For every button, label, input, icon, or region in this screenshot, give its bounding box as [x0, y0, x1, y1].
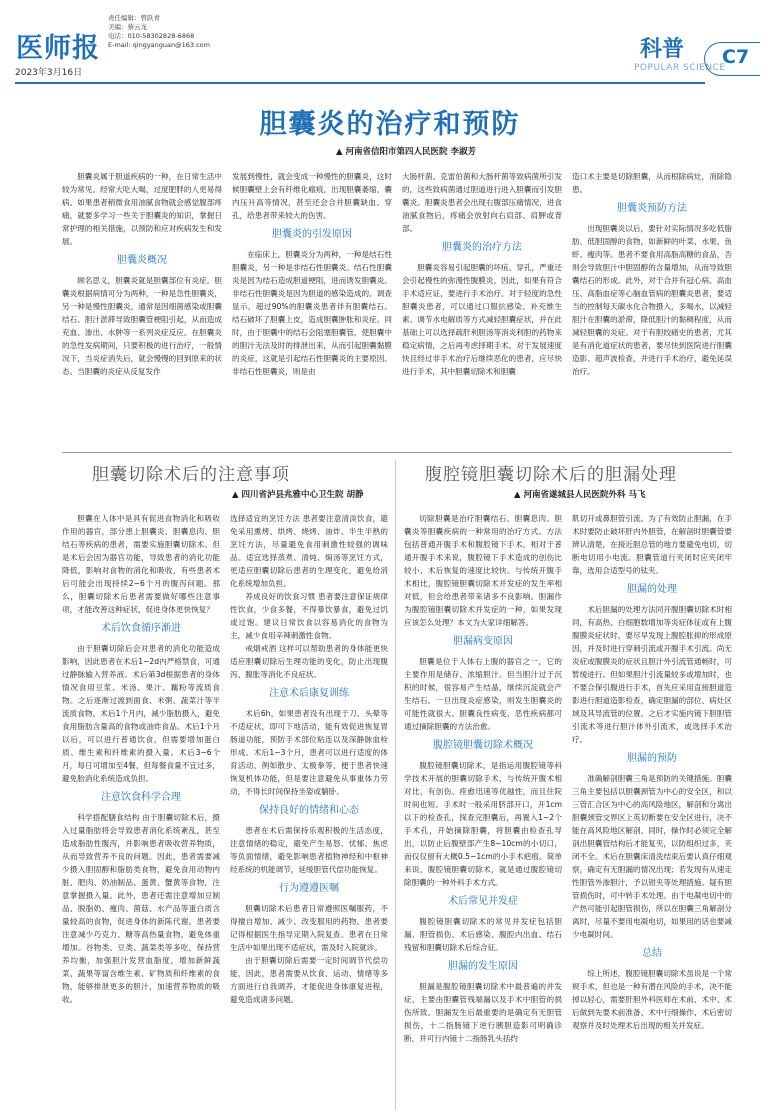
paragraph: 胆囊是位于人体右上腹的器官之一，它的主要作用是储存、浓缩胆汁。但当胆汁过于沉积的时候，很容易产生结晶，继续沉淀就会产生结石。一旦出现炎症感染，则发生胆囊炎的可能性就很大。胆囊良性病变、恶性疾病都可通过摘除胆囊的方法治愈。: [404, 657, 562, 731]
editor-line: E-mail: qingyanguan@163.com: [108, 41, 210, 49]
paragraph: 由于胆囊切除后需要一定时间调节代偿功能，因此，患者需要从饮食、运动、情绪等多方面进行自我调养，才能促进身体康复进程，避免造成诸多问题。: [230, 956, 388, 1004]
paragraph: 腹腔镜胆囊切除术的常见并发症包括胆漏、胆管损伤、术后感染、腹腔内出血、结石残留和胆囊切除术后综合征。: [404, 917, 562, 952]
article1-column-3: [402, 170, 562, 452]
editor-line: 责任编辑：曾跃青: [108, 14, 160, 22]
paragraph: 发展到慢性，就会变成一种慢性的胆囊炎，这时候胆囊壁上会有纤维化瘢痕，出现胆囊萎缩，囊内压升高等情况，甚至还会合并胆囊缺血、穿孔，给患者带来较大的伤害。: [232, 172, 392, 220]
subheading: 注意饮食科学合理: [101, 792, 181, 803]
paragraph: 胆囊炎属于胆道疾病的一种，在日常生活中较为常见。经常大吃大喝，过度肥胖的人更易得病。如果患者稍微食用油腻食物就会感觉腹部疼痛，就要多学习一些关于胆囊炎的知识，掌握日常护理的相关措施，以预防和应对疾病发生和发展。: [62, 172, 222, 246]
page-number: C7: [722, 46, 750, 68]
paragraph: 胆囊在人体中是具有促进食物消化和吸收作用的器官，部分患上胆囊炎、胆囊息肉、胆结石等疾病的患者，需要实施胆囊切除术。但是术后会因为器官功能，导致患者的消化功能降低，影响对食物的消化和吸收，有些患者术后可能会出现持续2~6个月的腹泻问题。那么，胆囊切除术后患者需要做好哪些注意事项，才能改善这种症状，促进身体更快恢复？: [62, 514, 220, 614]
paragraph: 出现胆囊炎以后，要针对实际情况多吃低脂肪、低胆固醇的食物，如新鲜的叶菜、水果、鱼虾、瘦肉等。患者不要食用高脂高糖的食品，否则会导致胆汁中胆固醇的含量增加，从而导致胆囊结石的形成。此外，对于合并有冠心病、高血压、高脂血症等心脑血管病的胆囊炎患者，要适当的控制每天碳水化合物摄入，多喝水，以减轻胆汁在胆囊的淤滞，降低胆汁的黏稠程度，从而减轻胆囊的炎症。对于有胆绞痛史的患者，尤其是有消化道症状的患者，要尽快到医院进行胆囊造影、超声波检查，并进行手术治疗，避免延误治疗。: [572, 224, 732, 376]
paragraph: 科学搭配膳食结构 由于胆囊切除术后，摄入过量脂肪将会导致患者消化系统紊乱，甚至造成脂肪性腹泻，并影响患者吸收营养物质，从而导致营养不良的问题。因此，患者需要减少摄入胆固醇和脂肪类食物，避免食用动物内脏、肥肉、奶油制品、蛋黄、蟹黄等食物，注意掌握摄入量。此外，患者还需注意增加豆制品、脱脂奶、瘦肉、菌菇、水产品等蛋白质含量较高的食物，促进身体的新陈代谢。患者要注意减少巧克力、糖等高热量食物，避免体重增加。谷物类、豆类、蔬菜类等多吃，保持营养均衡，加强胆汁发营血脂度，增加新鲜蔬菜、蔬果等富含维生素、矿物质和纤维素的食物，能够排泄更多的胆汁，加速营养物质的吸收。: [62, 813, 220, 1004]
subheading: 注意术后康复训练: [269, 688, 349, 699]
article1-column-1: [62, 170, 222, 452]
paragraph: 综上所述，腹腔镜胆囊切除术虽说是一个常规手术，但也是一种有潜在风险的手术，决不能掉以轻心，需要肝胆外科医师在术前、术中、术后做到先要术前准备、术中行细操作、术后密切观察并及时处理术后出现的相关并发症。: [572, 969, 732, 1030]
article2-title: 胆囊切除术后的注意事项: [92, 465, 290, 485]
paragraph: 由于胆囊切除后会对患者的消化功能造成影响，因此患者在术后1~2d内严格禁食，可通过静脉输入营养液。术后第3d根据患者的身体情况食用豆浆、米汤、果汁、藕粉等流质食物。之后逐渐过渡到面食、米粥、蔬菜汁等半流质食物。术后1个月内，减少脂肪摄入，避免食用脂肪含量高的食物或油炸食品。术后1个月以后，可以进行普通饮食，但需要增加蛋白质、维生素和纤维素的摄入量。术后3~6个月，每日可增加至4餐，但每餐食量不宜过多，避免胎消化系统造成负担。: [62, 644, 220, 783]
subheading: 保持良好的情绪和心态: [259, 805, 359, 816]
paragraph: 在临床上，胆囊炎分为两种，一种是结石性胆囊炎，另一种是非结石性胆囊炎。结石性胆囊炎是因为结石造成胆道梗阻，进而诱发胆囊炎。非结石性胆囊炎是因为胆道的感染造成的。调查显示，超过90%的胆囊炎患者伴有胆囊结石。结石破坏了胆囊上皮，造成胆囊肿胀和炎症。同时，由于胆囊中的结石会阻塞胆囊管，使胆囊中的胆汁无法及时的排泄出来，从而引起胆囊黏膜的炎症，这就是引起结石性胆囊炎的主要原因。非结石性胆囊炎，则是由: [232, 250, 392, 376]
article3-column-1: [404, 512, 562, 1112]
page-header: [0, 0, 780, 82]
article3-column-2: [572, 512, 732, 1112]
article1-title: 胆囊炎的治疗和预防: [259, 109, 521, 140]
paragraph: 顾名思义，胆囊炎就是胆囊部位有炎症。胆囊炎根据病情可分为两种，一种是急性胆囊炎，另一种是慢性胆囊炎，通常是因细菌感染或胆囊结石、胆汁淤滞导致胆囊管梗阻引起，从而造成充血、渗出、水肿等一系列炎症反应。在胆囊炎的急性发病期间，只要积极的进行治疗，一般情况下，当炎症消失后，就会慢慢的回到原来的状态。当胆囊的炎症从反复发作: [62, 276, 222, 376]
article1-column-2: [232, 170, 392, 452]
section-subtitle: POPULAR SCIENCE: [634, 63, 726, 73]
paragraph: 大肠杆菌、克雷伯菌和大肠杆菌等致病菌所引发的，这些致病菌通过胆道进行进入胆囊而引发胆囊炎。胆囊炎患者会出现右腹部压痛情况，进食油腻食物后，疼痛会放射向右肩部、肩胛或背部。: [402, 172, 562, 233]
editor-line: 美编：蔡云龙: [108, 23, 147, 31]
editor-line: 电话：010-58302828-6868: [108, 32, 195, 40]
paragraph: 选择适宜的烹饪方法 患者要注意清淡饮食，避免采用熏烤、烘烤、烧烤、油炸、半生半熟的烹饪方法，尽量避免食用刺激性较强的调味品。适宜选择蒸煮、清炖、焖汤等烹饪方式，更适应胆囊切除后患者的生理变化，避免给消化系统增加负担。: [230, 514, 388, 588]
subheading: 胆囊炎的引发原因: [272, 229, 352, 240]
subheading: 术后常见并发症: [448, 896, 518, 907]
paragraph: 养成良好的饮食习惯 患者要注意保证规律性饮食，少食多餐，不得暴饮暴食，避免过饥或过饱。建议日常饮食以容易消化的食物为主，减少食用辛辣刺激性食物。: [230, 592, 388, 640]
article2-column-1: [62, 512, 220, 1112]
subheading: 胆漏的处理: [627, 584, 677, 595]
section-divider: [62, 452, 732, 453]
paragraph: 胆囊切除术后患者日常遵照医嘱服药，不得擅自增加、减少、改变服用的药物。患者要记得根据医生指导定期入院复查。患者在日常生活中如果出现不适症状，需及时入院就诊。: [230, 904, 388, 952]
article3-title: 腹腔镜胆囊切除术后的胆漏处理: [425, 465, 677, 485]
editor-info: [108, 14, 210, 50]
column-divider: [395, 460, 396, 1110]
paragraph: 术后6h，如果患者没有出现于刀、头晕等不适症状，即可下地活动，能有效促进恢复胃肠道功能，预防手术部位粘连以及深静脉血栓形成。术后1~3个月，患者可以进行适度的体育活动，例如散步、太极拳等，便于患者快速恢复机体功能，但是要注意避免从事重体力劳动，不得长时间保持坐姿或躺卧。: [230, 709, 388, 796]
paragraph: 准确解剖胆囊三角是预防的关键措施。胆囊三角主要包括以胆囊颈管为中心的安全区，和以三管汇合区为中心的高风险地区，解剖和分离出胆囊颈管交界区上英切断要在安全区进行，决不能在高风险地区解剖。同时，操作时必须完全解剖出胆囊管结构后才能复夹，以防组织过多，夹闭不全。术后在胆囊床清洗结束后要认真仔细观察，确定有无胆漏的情况出现；若发现有从速走性胆管外渗胆汁，予以钳夹等处理措施。疑有胆管损伤时，可中转手术处理。由于电凝电切中的产热可能引起胆管损伤，所以在胆囊三角解剖分离时，尽量不要用电凝电切，如果用的话也要减少电凝时间。: [572, 774, 732, 939]
paragraph: 腹腔镜胆囊切除术，是指运用腹腔镜等科学技术开展的胆囊切除手术，与传统开腹术相对比，有创伤、痊愈迅速等优越性，而且住院时间也短。手术时一般采用脐部开口，开1cm以下的检查孔，探查完胆囊后，再置入1~2个手术孔，开始摘除胆囊，将胆囊由检查孔导出，以防止后腹壁部产生8~10cm的小切口，而仅仅留有大概0.5~1cm的小手术疤痕。简单来说，腹腔镜胆囊切除术，就是通过腹腔镜切除胆囊的一种外科手术方式。: [404, 761, 562, 887]
subheading: 胆漏的发生原因: [448, 961, 518, 972]
paragraph: 肌切开或鼻胆管引流。为了有效防止胆漏，在手术时要防止破坏肝内外胆管，在解剖时胆囊管要辨认清楚，在接近胆总管的地方要避免电切，切断电切用小电流。胆囊管道行夹闭时应夹闭牢靠，选用合适型号的钛夹。: [572, 514, 732, 575]
article1-column-4: [572, 170, 732, 452]
paragraph: 胆囊炎容易引起胆囊的坏疽、穿孔，严重还会引起慢性的弥漫性腹膜炎。因此，如果有符合手术适应证，要进行手术治疗。对于轻度的急性胆囊炎患者，可以通过口服抗感染、补充维生素、调节水电解质等方式减轻胆囊症状，并在此基础上可以选择疏肝利胆汤等消炎利胆的药物来稳定病情，之后再考虑择期手术。对于发展速度快且经过非手术治疗后继续恶化的患者，应尽快进行手术，其中胆囊切除术和胆囊: [402, 263, 562, 376]
subheading: 胆囊炎概况: [117, 255, 167, 266]
subheading: 胆囊炎的治疗方法: [442, 242, 522, 253]
subheading: 术后饮食循序渐进: [101, 623, 181, 634]
header-rule: [15, 82, 705, 84]
subheading: 胆漏的预防: [627, 753, 677, 764]
paragraph: 造口术主要是切除胆囊，从而根除病灶，消除隐患。: [572, 172, 732, 194]
subheading: 胆囊炎预防方法: [617, 203, 687, 214]
issue-date: 2023年3月16日: [15, 68, 83, 78]
subheading: 行为遵遵医嘱: [279, 883, 339, 894]
article1-byline: ▲ 河南省信阳市第四人民医院 李淑芳: [336, 147, 476, 157]
article2-column-2: [230, 512, 388, 1112]
paragraph: 戒烟戒酒 这样可以帮助患者的身体能更快适应胆囊切除后生理功能的变化，防止出现腹泻、腹胀等消化不良症状。: [230, 644, 388, 679]
paragraph: 术后胆漏的处理方法同开腹胆囊切除术时相同，有高热、白细胞数增加等炎症体征或有上腹腹膜炎症状时，要尽早发现上腹腔胀抑的形成原因，并及时进行穿刺引流或开腹手术引流。尚无炎症或腹膜炎的症状且胆汁外引流管通畅时，可暂缓进行。但如果胆汁引流量较多或增加时，也不要合保引腹进行手术，首先应采用直接胆道造影进行胆道造影检查，确定胆漏的部位、病灶区域及其导流管的位置。之后才实施内镜下胆胆管引流术等进行胆汁体外引流术，或选择手术治疗。: [572, 605, 732, 744]
paragraph: 患者在术后需保持乐观积极的生活态度，注意情绪的稳定，避免产生易怒、忧郁、焦虑等负面情绪，避免影响患者植物神经和中枢神经系统的机能调节，延缓胆管代偿功能恢复。: [230, 826, 388, 874]
article3-byline: ▲ 河南省遂城县人民医院外科 马飞: [514, 490, 646, 500]
paragraph: 切除胆囊是治疗胆囊结石、胆囊息肉、胆囊炎等胆囊疾病的一种常用的治疗方式。方法包括普通开腹手术和腹腔镜下手术，相对于普通开腹手术来说，腹腔镜下手术造成的创伤比较小、术后恢复的速度比较快。与传统开腹手术相比，腹腔镜胆囊切除术并发症的发生率相对低，但会给患者带来诸多不良影响。胆漏作为腹腔镜胆囊切除术并发症的一种，如果发现应该怎么处理？本文为大家详细解答。: [404, 514, 562, 627]
article2-byline: ▲ 四川省泸县兆雅中心卫生院 胡静: [232, 490, 364, 500]
section-title: 科普: [640, 37, 685, 62]
subheading: 总结: [642, 948, 662, 959]
newspaper-logo: 医师报: [16, 33, 100, 64]
subheading: 胆漏病变原因: [453, 636, 513, 647]
subheading: 腹腔镜胆囊切除术概况: [433, 740, 533, 751]
paragraph: 胆漏是腹腔镜胆囊切除术中最普遍的并发症，主要由胆囊管残端漏以及手术中胆管的损伤所致。胆漏发生后最重要的是确定有无胆管损伤，十二指肠镜下逆行胰胆造影可明确诊断，并可行内镜十二指肠乳头括约: [404, 982, 562, 1043]
